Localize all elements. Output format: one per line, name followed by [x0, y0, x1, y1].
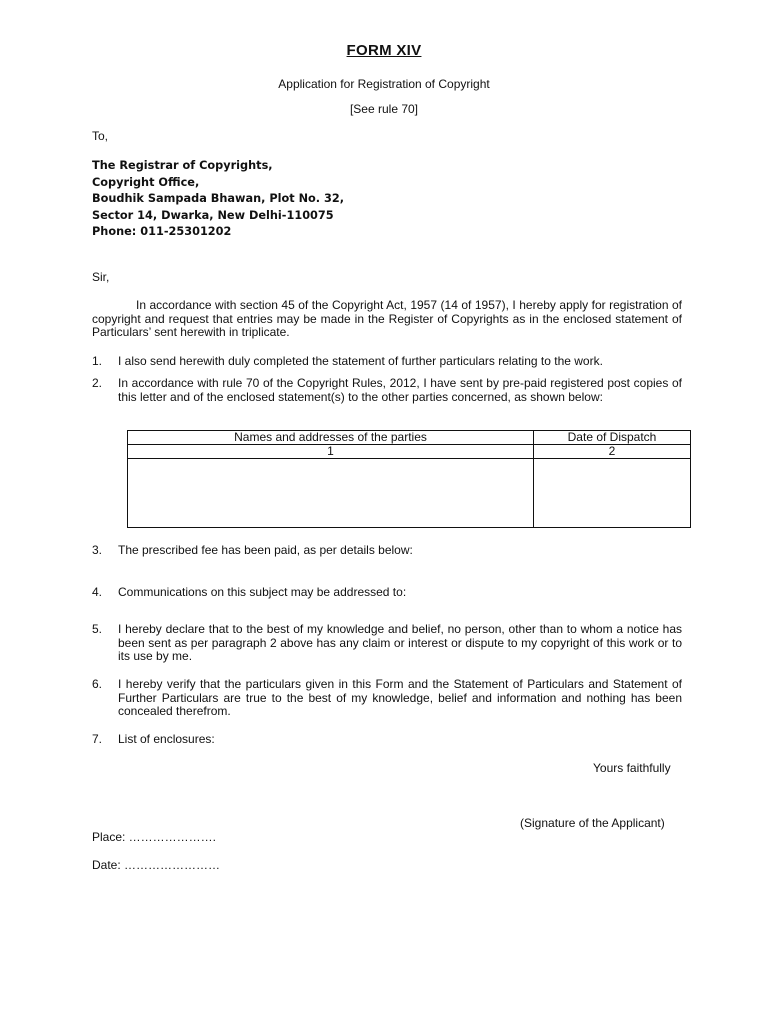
address-line: Copyright Office,: [92, 175, 200, 189]
item-number: 7.: [92, 732, 103, 746]
date-field: Date: ……………………: [92, 858, 221, 872]
address-line: Boudhik Sampada Bhawan, Plot No. 32,: [92, 192, 345, 206]
closing: Yours faithfully: [593, 761, 671, 775]
form-subtitle: Application for Registration of Copyright: [278, 77, 490, 91]
item-number: 5.: [92, 622, 103, 636]
address-line: The Registrar of Copyrights,: [92, 159, 273, 172]
table-number-row: [128, 445, 691, 459]
form-title: FORM XIV: [346, 42, 422, 59]
item-number: 4.: [92, 585, 103, 599]
parties-table: [127, 430, 691, 528]
column-number: 2: [534, 445, 691, 459]
column-number: 1: [128, 445, 534, 459]
names-cell[interactable]: [128, 459, 534, 528]
item-text: The prescribed fee has been paid, as per details below:: [118, 543, 413, 557]
header-names-addresses: Names and addresses of the parties: [128, 431, 534, 445]
table-header-row: [128, 431, 691, 445]
intro-text: In accordance with section 45 of the Copyright Act, 1957 (14 of 1957), I hereby apply for registration of copyright and request that entries may be made in the Register of Copyrights as in the enclosed statement of Particulars’ sent herewith in triplicate.: [92, 298, 682, 339]
place-field: Place: ………………….: [92, 830, 217, 844]
salutation: Sir,: [92, 270, 110, 284]
item-text: List of enclosures:: [118, 732, 215, 746]
item-number: 1.: [92, 354, 103, 368]
registrar-address: [92, 158, 344, 241]
header-date-of-dispatch: Date of Dispatch: [534, 431, 691, 445]
date-cell[interactable]: [534, 459, 691, 528]
item-text: In accordance with rule 70 of the Copyright Rules, 2012, I have sent by pre-paid registered post copies of this letter and of the enclosed statement(s) to the other parties concerned, as shown below:: [118, 376, 682, 404]
address-line: Sector 14, Dwarka, New Delhi-110075: [92, 208, 334, 222]
item-number: 3.: [92, 543, 103, 557]
table-row: [128, 459, 691, 528]
address-line: Phone: 011-25301202: [92, 225, 232, 239]
item-number: 2.: [92, 376, 103, 390]
signature-label: (Signature of the Applicant): [520, 816, 665, 830]
item-text: I hereby verify that the particulars given in this Form and the Statement of Particulars and Statement of Further Particulars are true to the best of my knowledge, belief and information and nothing has been concealed therefrom.: [118, 677, 682, 718]
item-text: Communications on this subject may be addressed to:: [118, 585, 407, 599]
intro-paragraph: [92, 299, 682, 340]
to-label: To,: [92, 129, 109, 143]
item-text: I also send herewith duly completed the statement of further particulars relating to the work.: [118, 354, 603, 368]
item-number: 6.: [92, 677, 103, 691]
item-text: I hereby declare that to the best of my knowledge and belief, no person, other than to whom a notice has been sent as per paragraph 2 above has any claim or interest or dispute to my copyright of this work or to its use by me.: [118, 622, 682, 663]
rule-reference: [See rule 70]: [349, 102, 419, 116]
